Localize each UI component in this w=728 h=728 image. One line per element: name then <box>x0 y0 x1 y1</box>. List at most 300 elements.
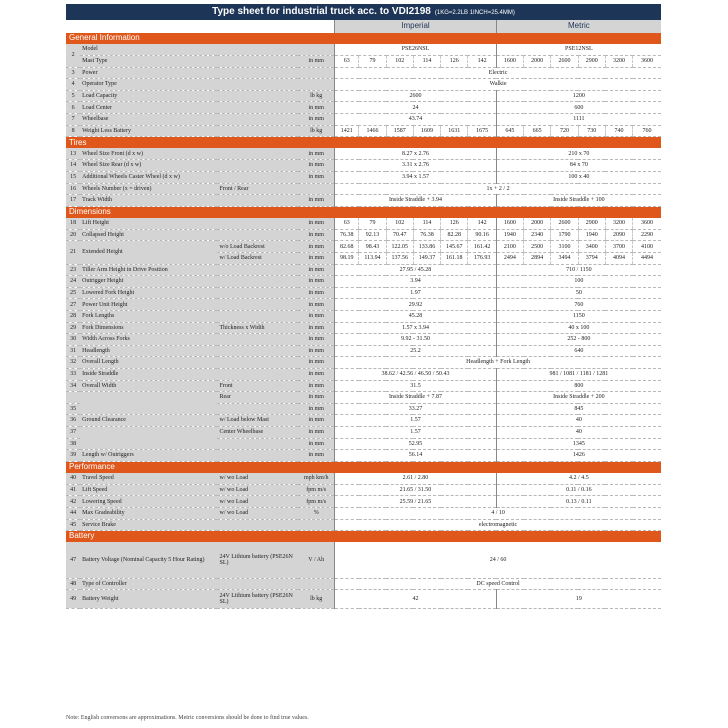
value-imperial: 79 <box>359 218 386 230</box>
row-number: 37 <box>66 426 80 438</box>
row-label: Tiller Arm Height in Drive Position <box>80 264 298 276</box>
row-number: 41 <box>66 484 80 496</box>
row-label: Fork Lengths <box>80 310 298 322</box>
row-number: 14 <box>66 160 80 172</box>
row-number: 34 <box>66 380 80 392</box>
row-unit: in mm <box>298 229 334 241</box>
value-metric: 1426 <box>496 450 661 462</box>
spec-row-width-across-forks <box>66 334 661 346</box>
value-metric: 1200 <box>496 90 661 102</box>
row-condition: Center Wheelbase <box>217 426 298 438</box>
row-label: Track Width <box>80 195 298 207</box>
value-imperial: 98.19 <box>335 253 359 265</box>
row-number: 15 <box>66 171 80 183</box>
value-imperial: 145.67 <box>441 241 468 253</box>
spec-row-battery-voltage-nominal-capacity-5-hour-rating <box>66 542 661 578</box>
value-both: electromagnetic <box>335 519 661 531</box>
spec-row-tiller-arm-height-in-drive-position <box>66 264 661 276</box>
row-unit: in mm <box>298 56 334 68</box>
row-unit: in mm <box>298 403 334 415</box>
value-imperial: 42 <box>335 590 497 609</box>
row-unit: lb kg <box>298 590 334 609</box>
section-tires <box>66 137 661 149</box>
value-metric: 0.13 / 0.11 <box>496 496 661 508</box>
row-unit: V / Ah <box>298 542 334 578</box>
value-imperial: 52.95 <box>335 438 497 450</box>
row-label: Lift Speed <box>80 484 217 496</box>
value-imperial: 2600 <box>335 90 497 102</box>
value-imperial: 122.05 <box>386 241 413 253</box>
value-imperial: 142 <box>468 56 496 68</box>
value-imperial: 56.14 <box>335 450 497 462</box>
row-unit: in mm <box>298 450 334 462</box>
value-metric: 0.11 / 0.16 <box>496 484 661 496</box>
value-metric: 4100 <box>633 241 661 253</box>
row-number: 2 <box>66 44 80 67</box>
row-unit: lb kg <box>298 125 334 137</box>
row-number: 7 <box>66 114 80 126</box>
row-condition: w/ Load below Mast <box>217 415 298 427</box>
spec-row-battery-weight <box>66 590 661 609</box>
value-both: Electric <box>335 67 661 79</box>
row-label: Overall Width <box>80 380 217 392</box>
row-label: Wheelbase <box>80 114 298 126</box>
value-imperial: 76.38 <box>413 229 440 241</box>
row-number: 48 <box>66 578 80 590</box>
spec-row-travel-speed <box>66 473 661 485</box>
row-unit: fpm m/s <box>298 496 334 508</box>
row-unit: in mm <box>298 160 334 172</box>
row-condition: w/ wo Load <box>217 473 298 485</box>
value-metric: 710 / 1150 <box>496 264 661 276</box>
value-imperial: 149.37 <box>413 253 440 265</box>
value-metric: 2494 <box>496 253 523 265</box>
spec-row-wheel-size-front-d-x-w <box>66 148 661 160</box>
row-label: Load Center <box>80 102 298 114</box>
row-unit: in mm <box>298 276 334 288</box>
spec-row-service-brake <box>66 519 661 531</box>
value-imperial: 3.31 x 2.76 <box>335 160 497 172</box>
row-number: 28 <box>66 310 80 322</box>
spec-row-weight-less-battery <box>66 125 661 137</box>
row-number: 24 <box>66 276 80 288</box>
value-imperial: 102 <box>386 56 413 68</box>
value-metric: 100 x 40 <box>496 171 661 183</box>
value-metric: PSE12NSL <box>496 44 661 56</box>
value-imperial: 1631 <box>441 125 468 137</box>
spec-row-fork-lengths <box>66 310 661 322</box>
spec-row-lift-speed <box>66 484 661 496</box>
spec-row-track-width <box>66 195 661 207</box>
row-unit: in mm <box>298 218 334 230</box>
value-metric: 645 <box>496 125 523 137</box>
row-label: Wheels Number (x = driven) <box>80 183 217 195</box>
spec-row-wheelbase <box>66 114 661 126</box>
spec-row-extended-height <box>66 241 661 253</box>
value-imperial: 114 <box>413 218 440 230</box>
row-unit: in mm <box>298 438 334 450</box>
value-metric: 4094 <box>605 253 632 265</box>
row-number: 40 <box>66 473 80 485</box>
row-label: Width Across Forks <box>80 334 298 346</box>
row-unit: in mm <box>298 171 334 183</box>
row-condition: Thickness x Width <box>217 322 298 334</box>
value-imperial: 161.42 <box>468 241 496 253</box>
row-number: 3 <box>66 67 80 79</box>
value-metric: 4.2 / 4.5 <box>496 473 661 485</box>
row-number: 36 <box>66 415 80 427</box>
value-metric: 3700 <box>605 241 632 253</box>
imperial-header: Imperial <box>335 20 497 33</box>
row-label: Power Unit Height <box>80 299 298 311</box>
value-imperial: 45.28 <box>335 310 497 322</box>
row-number: 33 <box>66 368 80 380</box>
row-number: 30 <box>66 334 80 346</box>
value-metric: 3100 <box>551 241 578 253</box>
spec-row-fork-dimensions <box>66 322 661 334</box>
footnote: Note: English conversons are approximations. Metric conversions should be done to find true values. <box>66 715 309 721</box>
value-metric: 2340 <box>524 229 551 241</box>
value-imperial: 137.56 <box>386 253 413 265</box>
row-number: 21 <box>66 241 80 264</box>
value-imperial: 21.65 / 31.50 <box>335 484 497 496</box>
spec-row-type-of-controller <box>66 578 661 590</box>
value-metric: 2900 <box>578 218 605 230</box>
spec-row-wheel-size-rear-d-x-w <box>66 160 661 172</box>
value-metric: 40 x 100 <box>496 322 661 334</box>
row-condition <box>217 403 298 415</box>
value-metric: 600 <box>496 102 661 114</box>
row-label: Model <box>80 44 298 56</box>
value-metric: Inside Straddle + 100 <box>496 195 661 207</box>
section-performance <box>66 461 661 473</box>
spec-row-ground-clearance <box>66 415 661 427</box>
row-number: 16 <box>66 183 80 195</box>
value-metric: 760 <box>633 125 661 137</box>
value-both: Headlength + Fork Length <box>335 357 661 369</box>
row-label <box>80 426 217 449</box>
value-imperial: 1675 <box>468 125 496 137</box>
value-metric: 3600 <box>633 56 661 68</box>
row-unit: mph km/h <box>298 473 334 485</box>
row-unit: in mm <box>298 392 334 404</box>
value-metric: 1111 <box>496 114 661 126</box>
spec-row-wheels-number-x-driven <box>66 183 661 195</box>
value-imperial: Inside Straddle + 3.94 <box>335 195 497 207</box>
value-metric: 845 <box>496 403 661 415</box>
row-unit: in mm <box>298 114 334 126</box>
value-both: 1x + 2 / 2 <box>335 183 661 195</box>
value-metric: 84 x 70 <box>496 160 661 172</box>
value-metric: 640 <box>496 345 661 357</box>
row-unit: in mm <box>298 345 334 357</box>
value-imperial: 3.94 <box>335 276 497 288</box>
value-metric: 720 <box>551 125 578 137</box>
row-label: Collapsed Height <box>80 229 298 241</box>
row-label: Lift Height <box>80 218 298 230</box>
value-metric: 4494 <box>633 253 661 265</box>
row-number: 27 <box>66 299 80 311</box>
value-metric: 50 <box>496 287 661 299</box>
row-number: 32 <box>66 357 80 369</box>
spec-row-load-center <box>66 102 661 114</box>
section-title: Tires <box>66 137 661 149</box>
section-title: Dimensions <box>66 206 661 218</box>
value-imperial: 63 <box>335 56 359 68</box>
spec-row-length-w-outriggers <box>66 450 661 462</box>
row-number: 45 <box>66 519 80 531</box>
value-imperial: 27.95 / 45.28 <box>335 264 497 276</box>
row-unit: in mm <box>298 415 334 427</box>
row-number: 42 <box>66 496 80 508</box>
value-imperial: 90.16 <box>468 229 496 241</box>
value-metric: 3794 <box>578 253 605 265</box>
value-imperial: 98.43 <box>359 241 386 253</box>
spec-row-max-gradeability <box>66 507 661 519</box>
value-metric: 2600 <box>551 56 578 68</box>
value-metric: 740 <box>605 125 632 137</box>
section-title: Battery <box>66 531 661 543</box>
spec-row-inside-straddle <box>66 368 661 380</box>
value-imperial: 2.61 / 2.80 <box>335 473 497 485</box>
spec-row-overall-width <box>66 380 661 392</box>
row-unit: in mm <box>298 253 334 265</box>
title-text: Type sheet for industrial truck acc. to VDI2198 <box>212 6 431 17</box>
row-number: 23 <box>66 264 80 276</box>
value-imperial: 82.28 <box>441 229 468 241</box>
value-metric: 1345 <box>496 438 661 450</box>
spec-row-headlength <box>66 345 661 357</box>
spec-row-lowered-fork-height <box>66 287 661 299</box>
value-imperial: 1.57 x 3.94 <box>335 322 497 334</box>
spec-row-load-capacity <box>66 90 661 102</box>
value-metric: 800 <box>496 380 661 392</box>
value-imperial: 25.59 / 21.65 <box>335 496 497 508</box>
row-number: 29 <box>66 322 80 334</box>
row-label: Load Capacity <box>80 90 298 102</box>
value-metric: 1150 <box>496 310 661 322</box>
spec-row-center-wheelbase <box>66 426 661 438</box>
value-metric: 981 / 1081 / 1181 / 1281 <box>496 368 661 380</box>
value-imperial: 63 <box>335 218 359 230</box>
value-imperial: 126 <box>441 56 468 68</box>
row-unit <box>298 519 334 531</box>
value-imperial: 1.97 <box>335 287 497 299</box>
value-metric: 730 <box>578 125 605 137</box>
row-number: 4 <box>66 79 80 91</box>
row-number: 31 <box>66 345 80 357</box>
spec-table <box>66 20 661 609</box>
value-imperial: 76.38 <box>335 229 359 241</box>
row-unit: in mm <box>298 299 334 311</box>
row-number: 6 <box>66 102 80 114</box>
row-number: 47 <box>66 542 80 578</box>
section-battery <box>66 531 661 543</box>
row-number: 38 <box>66 438 80 450</box>
row-unit: in mm <box>298 310 334 322</box>
value-imperial: 70.47 <box>386 229 413 241</box>
spec-row-mast-type <box>66 56 661 68</box>
spec-row-lowering-speed <box>66 496 661 508</box>
row-label: Outrigger Height <box>80 276 298 288</box>
row-number: 18 <box>66 218 80 230</box>
row-label: Fork Dimensions <box>80 322 217 334</box>
value-imperial: 1.57 <box>335 415 497 427</box>
spec-row-power-unit-height <box>66 299 661 311</box>
row-condition: Front <box>217 380 298 392</box>
value-metric: 2090 <box>605 229 632 241</box>
value-imperial: 176.93 <box>468 253 496 265</box>
row-label <box>80 392 217 415</box>
row-condition: w/ wo Load <box>217 496 298 508</box>
value-both: 4 / 10 <box>335 507 661 519</box>
row-label: Extended Height <box>80 241 217 264</box>
value-imperial: 79 <box>359 56 386 68</box>
value-metric: 2100 <box>496 241 523 253</box>
row-number: 8 <box>66 125 80 137</box>
value-metric: Inside Straddle + 200 <box>496 392 661 404</box>
row-unit <box>298 67 334 79</box>
row-label: Lowered Fork Height <box>80 287 298 299</box>
row-condition <box>217 438 298 450</box>
row-unit: lb kg <box>298 90 334 102</box>
title-conversion-note: (1KG=2.2LB 1INCH=25.4MM) <box>434 10 515 16</box>
value-metric: 1790 <box>551 229 578 241</box>
row-unit: in mm <box>298 426 334 438</box>
row-unit: % <box>298 507 334 519</box>
row-label: Overall Length <box>80 357 298 369</box>
value-imperial: 3.94 x 1.57 <box>335 171 497 183</box>
value-metric: 1600 <box>496 56 523 68</box>
row-number: 49 <box>66 590 80 609</box>
value-imperial: 161.18 <box>441 253 468 265</box>
value-metric: 40 <box>496 415 661 427</box>
value-metric: 2894 <box>524 253 551 265</box>
value-metric: 3400 <box>578 241 605 253</box>
column-header-row <box>66 20 661 33</box>
value-imperial: 142 <box>468 218 496 230</box>
row-label: Lowering Speed <box>80 496 217 508</box>
row-label: Battery Voltage (Nominal Capacity 5 Hour Rating) <box>80 542 217 578</box>
value-metric: 2290 <box>633 229 661 241</box>
row-condition: w/ Load Backrest <box>217 253 298 265</box>
value-metric: 1940 <box>578 229 605 241</box>
value-imperial: 25.2 <box>335 345 497 357</box>
row-unit: in mm <box>298 241 334 253</box>
value-imperial: 29.92 <box>335 299 497 311</box>
value-metric: 2600 <box>551 218 578 230</box>
row-label: Travel Speed <box>80 473 217 485</box>
value-imperial: 1421 <box>335 125 359 137</box>
row-label: Mast Type <box>80 56 298 68</box>
spec-row-rear <box>66 392 661 404</box>
row-label: Ground Clearance <box>80 415 217 427</box>
value-imperial: 126 <box>441 218 468 230</box>
value-metric: 2000 <box>524 218 551 230</box>
row-number: 17 <box>66 195 80 207</box>
value-imperial: 82.68 <box>335 241 359 253</box>
value-imperial: 8.27 x 2.76 <box>335 148 497 160</box>
row-number: 35 <box>66 403 80 415</box>
value-metric: 3200 <box>605 56 632 68</box>
row-label: Additional Wheels Caster Wheel (d x w) <box>80 171 298 183</box>
value-imperial: 9.92 - 31.50 <box>335 334 497 346</box>
section-title: General Information <box>66 33 661 44</box>
section-title: Performance <box>66 461 661 473</box>
value-imperial: 102 <box>386 218 413 230</box>
row-label: Wheel Size Front (d x w) <box>80 148 298 160</box>
value-imperial: 1.57 <box>335 426 497 438</box>
value-imperial: 38.62 / 42.56 / 46.50 / 50.43 <box>335 368 497 380</box>
row-label: Service Brake <box>80 519 298 531</box>
type-sheet <box>66 4 661 609</box>
row-unit: in mm <box>298 195 334 207</box>
value-imperial: 114 <box>413 56 440 68</box>
value-metric: 1940 <box>496 229 523 241</box>
value-imperial: 31.5 <box>335 380 497 392</box>
value-imperial: 133.86 <box>413 241 440 253</box>
row-unit: in mm <box>298 368 334 380</box>
row-condition: 24V Lithium battery (PSE26N SL) <box>217 542 298 578</box>
row-label: Battery Weight <box>80 590 217 609</box>
value-both: 24 / 60 <box>335 542 661 578</box>
value-metric: 3600 <box>633 218 661 230</box>
row-number: 25 <box>66 287 80 299</box>
value-metric: 760 <box>496 299 661 311</box>
spec-row-power <box>66 67 661 79</box>
value-imperial: 43.74 <box>335 114 497 126</box>
value-imperial: PSE26NSL <box>335 44 497 56</box>
row-unit: fpm m/s <box>298 484 334 496</box>
value-metric: 19 <box>496 590 661 609</box>
value-metric: 40 <box>496 426 661 438</box>
section-general-information <box>66 33 661 44</box>
row-label: Operator Type <box>80 79 298 91</box>
sheet-title <box>66 4 661 20</box>
spec-row-collapsed-height <box>66 229 661 241</box>
row-label: Headlength <box>80 345 298 357</box>
value-metric: 1600 <box>496 218 523 230</box>
value-metric: 3200 <box>605 218 632 230</box>
row-condition: 24V Lithium battery (PSE26N SL) <box>217 590 298 609</box>
row-unit: in mm <box>298 380 334 392</box>
row-number: 5 <box>66 90 80 102</box>
spec-row-outrigger-height <box>66 276 661 288</box>
value-imperial: Inside Straddle + 7.87 <box>335 392 497 404</box>
spec-row-operator-type <box>66 79 661 91</box>
row-number: 44 <box>66 507 80 519</box>
row-unit: in mm <box>298 148 334 160</box>
row-number <box>66 392 80 404</box>
spec-row-model <box>66 44 661 56</box>
row-condition: Front / Rear <box>217 183 298 195</box>
row-unit: in mm <box>298 287 334 299</box>
row-number: 13 <box>66 148 80 160</box>
value-metric: 2900 <box>578 56 605 68</box>
spec-row-lift-height <box>66 218 661 230</box>
row-condition: w/o Load Backrest <box>217 241 298 253</box>
row-unit <box>298 183 334 195</box>
spec-row-overall-length <box>66 357 661 369</box>
row-unit: in mm <box>298 334 334 346</box>
value-both: Walkie <box>335 79 661 91</box>
row-unit <box>298 79 334 91</box>
row-unit: in mm <box>298 264 334 276</box>
value-imperial: 33.27 <box>335 403 497 415</box>
value-metric: 665 <box>524 125 551 137</box>
row-unit: in mm <box>298 102 334 114</box>
value-metric: 2500 <box>524 241 551 253</box>
